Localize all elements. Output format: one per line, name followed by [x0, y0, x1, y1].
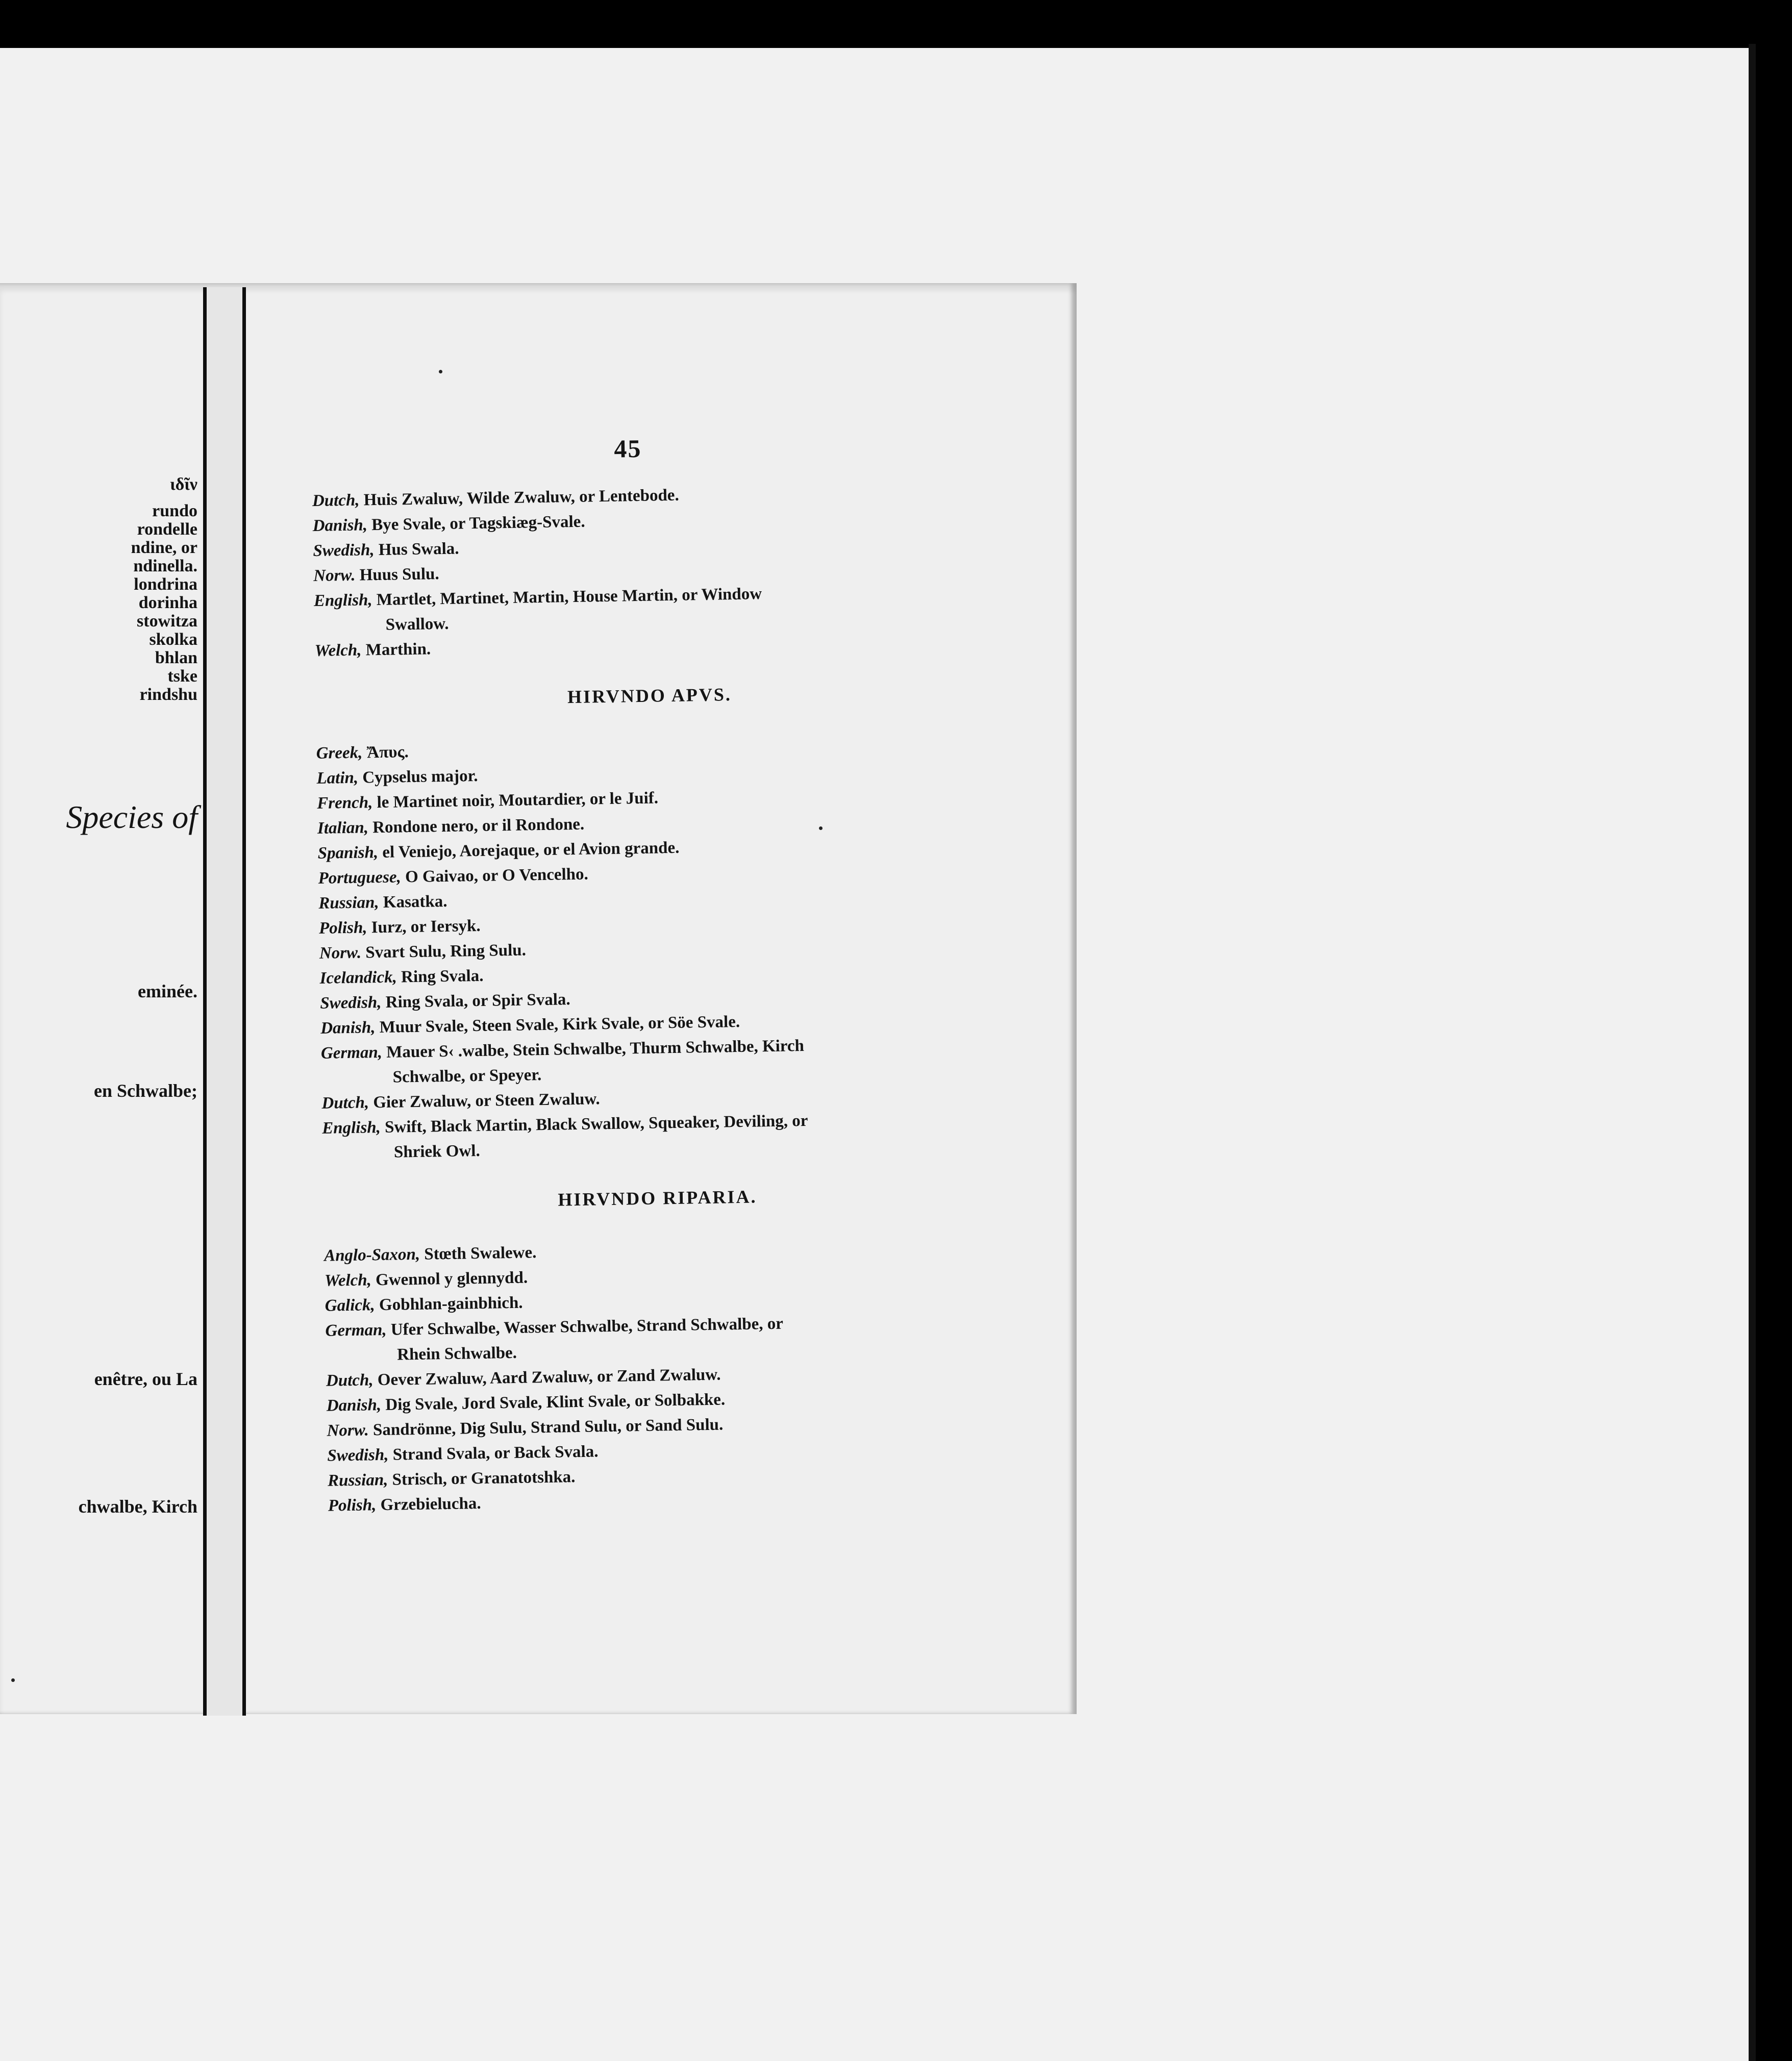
language-label: English, [321, 1118, 381, 1138]
page-number: 45 [613, 434, 642, 463]
entry-text: Swift, Black Martin, Black Swallow, Squeaker, Deviling, or [384, 1111, 808, 1137]
entry-text: Huis Zwaluw, Wilde Zwaluw, or Lentebode. [363, 486, 679, 510]
entry [325, 1309, 938, 1369]
entry-text: Ring Svala. [401, 966, 484, 987]
language-label: Icelandick, [319, 968, 397, 988]
entry-text: Ring Svala, or Spir Svala. [385, 990, 570, 1012]
entry-text: Strand Svala, or Back Svala. [392, 1442, 599, 1464]
entry-text: Ufer Schwalbe, Wasser Schwalbe, Strand Schwalbe, or [390, 1314, 784, 1339]
language-label: Russian, [318, 893, 379, 913]
entry [321, 1032, 934, 1091]
language-label: Dutch, [326, 1371, 374, 1390]
language-label: Anglo-Saxon, [323, 1245, 420, 1265]
language-label: Italian, [317, 818, 369, 838]
entry-text: Stœth Swalewe. [424, 1243, 537, 1264]
entry-text: Gwennol y glennydd. [375, 1268, 528, 1290]
left-fragment: rundo [152, 501, 197, 520]
entry-text: Svart Sulu, Ring Sulu. [365, 941, 527, 962]
language-label: Dutch, [321, 1093, 369, 1113]
language-label: Norw. [313, 566, 356, 585]
language-label: German, [325, 1320, 387, 1340]
language-label: Russian, [327, 1470, 388, 1490]
left-fragment: rindshu [139, 685, 197, 704]
left-fragment: en Schwalbe; [93, 1080, 197, 1101]
entry-text: le Martinet noir, Moutardier, or le Juif. [377, 789, 659, 812]
entry-text: Hus Swala. [378, 539, 459, 559]
language-label: French, [316, 793, 373, 813]
entry-continuation: Rhein Schwalbe. [396, 1343, 517, 1364]
left-fragment: eminée. [138, 981, 197, 1001]
language-label: Latin, [316, 768, 359, 788]
language-label: Danish, [320, 1018, 376, 1038]
entry [314, 579, 927, 639]
entry-text: Marthin. [365, 640, 431, 660]
language-label: Greek, [316, 743, 363, 763]
left-fragment: ndine, or [131, 538, 197, 557]
language-label: Dutch, [312, 491, 360, 510]
left-fragment: bhlan [155, 648, 197, 667]
print-speck [819, 826, 823, 830]
language-label: Swedish, [313, 541, 375, 560]
left-fragment: dorinha [138, 593, 197, 612]
entry-text: Dig Svale, Jord Svale, Klint Svale, or Solbakke. [385, 1390, 726, 1414]
right-page [311, 429, 940, 1519]
entry-text: Martlet, Martinet, Martin, House Martin, or Window [376, 585, 762, 610]
section-hirundo-apus [316, 732, 935, 1166]
left-fragment: ιδῖν [170, 475, 197, 494]
left-fragment: stowitza [137, 612, 197, 631]
left-page [0, 283, 202, 1712]
entry-text: Mauer S‹ .walbe, Stein Schwalbe, Thurm Schwalbe, Kirch [386, 1036, 805, 1062]
print-speck [11, 1678, 15, 1682]
entry-text: Huus Sulu. [359, 565, 439, 585]
language-label: Welch, [314, 641, 362, 660]
left-fragment: chwalbe, Kirch [78, 1496, 197, 1517]
language-label: Danish, [312, 516, 368, 535]
entry-text: Bye Svale, or Tagskiæg-Svale. [371, 512, 585, 535]
entry-text: el Veniejo, Aorejaque, or el Avion grande. [382, 838, 680, 862]
language-label: Galick, [325, 1296, 376, 1315]
section-house-martin [312, 479, 927, 664]
language-label: Spanish, [317, 843, 379, 863]
section-heading: HIRVNDO APVS. [567, 684, 732, 708]
entry-text: Oever Zwaluw, Aard Zwaluw, or Zand Zwaluw. [377, 1365, 721, 1390]
entry-text: Iurz, or Iersyk. [371, 916, 481, 937]
film-edge [1749, 44, 1756, 2061]
language-label: Polish, [328, 1496, 377, 1515]
entry-continuation: Shriek Owl. [393, 1141, 480, 1162]
language-label: Polish, [318, 918, 367, 938]
entry-text: Grzebielucha. [380, 1494, 481, 1515]
entry [322, 1107, 935, 1166]
entry-text: O Gaivao, or O Vencelho. [405, 865, 589, 887]
entry-text: Gier Zwaluw, or Steen Zwaluw. [373, 1090, 600, 1112]
entry-text: Sandrönne, Dig Sulu, Strand Sulu, or Sand Sulu. [372, 1415, 724, 1440]
entry-text: Gobhlan-gainbhich. [379, 1293, 523, 1315]
language-label: Swedish, [320, 993, 382, 1013]
language-label: German, [320, 1043, 383, 1063]
left-fragment: ndinella. [133, 557, 197, 575]
language-label: English, [313, 591, 372, 610]
left-fragment: enêtre, ou La [94, 1369, 197, 1389]
left-fragment: rondelle [137, 520, 197, 539]
left-fragment: tske [167, 667, 197, 686]
entry-text: Kasatka. [383, 892, 447, 912]
language-label: Danish, [326, 1396, 382, 1415]
entry-continuation: Swallow. [385, 614, 449, 634]
left-fragment: skolka [149, 630, 197, 649]
section-heading: HIRVNDO RIPARIA. [558, 1186, 757, 1210]
entry-text: Rondone nero, or il Rondone. [372, 815, 585, 837]
language-label: Norw. [327, 1421, 369, 1440]
print-speck [439, 370, 442, 373]
left-fragment: londrina [134, 575, 197, 594]
language-label: Norw. [319, 943, 362, 963]
entry-text: Muur Svale, Steen Svale, Kirk Svale, or Söe Svale. [379, 1012, 740, 1037]
language-label: Portuguese, [318, 868, 402, 888]
section-hirundo-riparia [324, 1234, 940, 1519]
entry-text: Ἄπυς. [366, 743, 409, 762]
entry-text: Strisch, or Granatotshka. [392, 1468, 576, 1489]
book-gutter [203, 287, 246, 1716]
language-label: Swedish, [327, 1445, 389, 1465]
left-heading-fragment: Species of [66, 799, 197, 835]
entry-continuation: Schwalbe, or Speyer. [392, 1066, 542, 1087]
entry-text: Cypselus major. [362, 766, 478, 787]
language-label: Welch, [324, 1271, 372, 1290]
